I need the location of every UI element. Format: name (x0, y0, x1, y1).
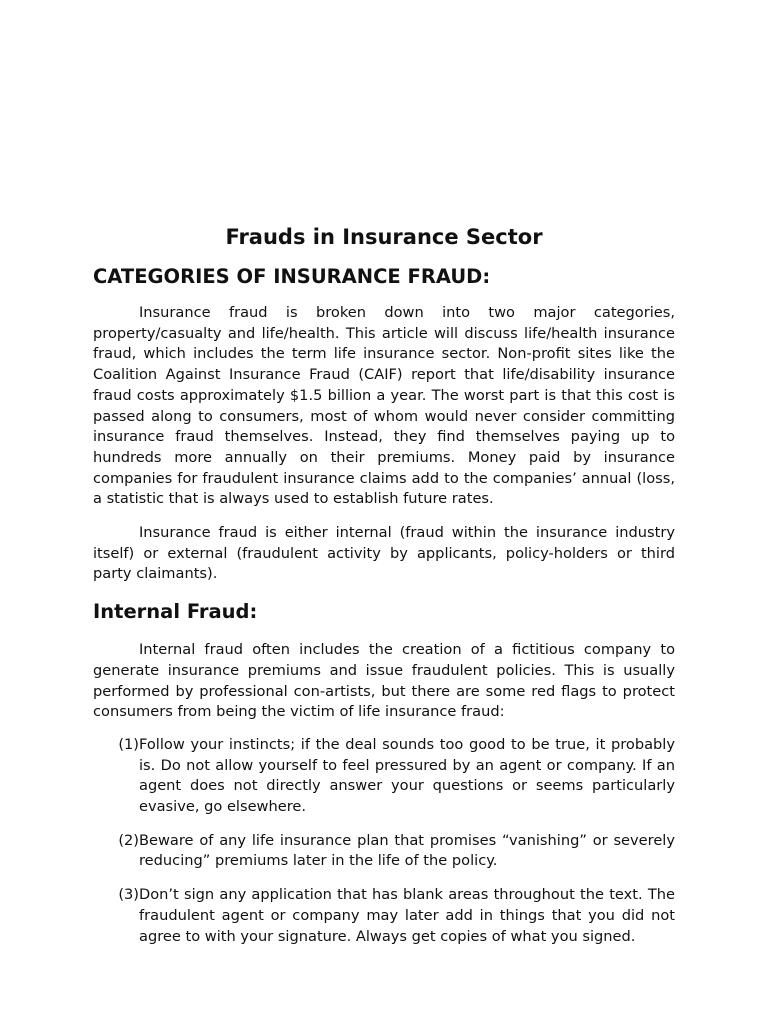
section-heading-categories: CATEGORIES OF INSURANCE FRAUD: (93, 265, 491, 288)
paragraph-internal-external: Insurance fraud is either internal (fraud within the insurance industry itself) or external (fraudulent activity by applicants, policy-holders or third party claimants). (93, 524, 675, 583)
paragraph-categories-overview: Insurance fraud is broken down into two major categories, property/casualty and life/health. This article will discuss life/health insurance fraud, which includes the term life insurance sector. Non-profit sites like the Coalition Against Insurance Fraud (CAIF) report that life/disability insurance fraud costs approximately $1.5 billion a year. The worst part is that this cost is passed along to consumers, most of whom would never consider committing insurance fraud themselves. Instead, they find themselves paying up to hundreds more annually on their premiums. Money paid by insurance companies for fraudulent insurance claims add to the companies’ annual (loss, a statistic that is always used to establish future rates. (93, 304, 675, 508)
list-item-number: (2) (118, 831, 139, 849)
list-item-text: Follow your instincts; if the deal sounds too good to be true, it probably is. Do not allow yourself to feel pressured by an agent or company. If an agent does not directly answer your questions or seems particularly evasive, go elsewhere. (139, 735, 675, 816)
list-item (93, 831, 675, 872)
red-flags-list (93, 735, 675, 947)
list-item-text: Beware of any life insurance plan that promises “vanishing” or severely reducing” premiums later in the life of the policy. (139, 831, 675, 870)
list-item (93, 735, 675, 818)
document-page (93, 222, 675, 960)
list-item-number: (1) (118, 735, 139, 753)
list-item (93, 885, 675, 947)
document-title: Frauds in Insurance Sector (225, 225, 543, 249)
list-item-text: Don’t sign any application that has blank areas throughout the text. The fraudulent agent or company may later add in things that you did not agree to with your signature. Always get copies of what you signed. (139, 886, 675, 945)
section-heading-internal-fraud: Internal Fraud: (93, 600, 258, 624)
list-item-number: (3) (118, 886, 139, 904)
paragraph-internal-fraud: Internal fraud often includes the creation of a fictitious company to generate insurance premiums and issue fraudulent policies. This is usually performed by professional con-artists, but there are some red flags to protect consumers from being the victim of life insurance fraud: (93, 641, 675, 721)
